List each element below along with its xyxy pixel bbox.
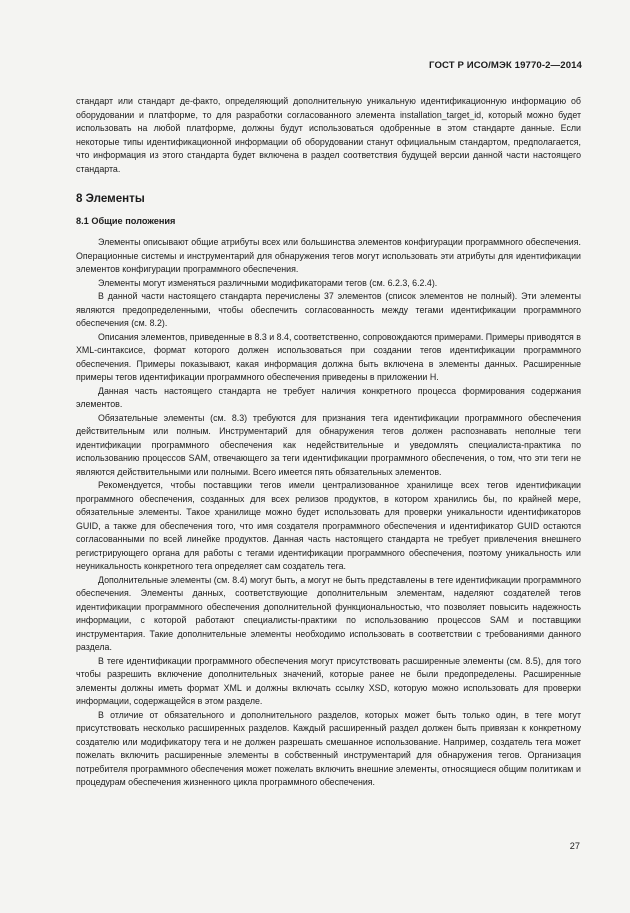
body-paragraph: В теге идентификации программного обеспечения могут присутствовать расширенные элементы (см. 8.5), для того чтобы разрешить включение дополнительных значений, которые ранее не были предопределены. Расширенные элементы должны иметь формат XML и должны включать ссылку XSD, которую можно использовать для проверки информации, содержащейся в этом разделе. [76,655,581,706]
body-paragraph: Рекомендуется, чтобы поставщики тегов имели централизованное хранилище всех тегов идентификации программного обеспечения, созданных для всех релизов продуктов, в котором хранились бы, по крайней мере, обязательные элементы. Такое хранилище можно будет использовать для проверки уникальности идентификаторов GUID, а также для обеспечения того, что имя создателя программного обеспечения и идентификатор GUID остаются согласованными по всей линейке продуктов. Данная часть настоящего стандарта не требует привлечения внешнего регистрирующего органа для работы с тегами идентификации программного обеспечения, поэтому уникальность или неуникальность конкретного тега определяет сам создатель тега. [76,480,581,571]
body-paragraph: Описания элементов, приведенные в 8.3 и 8.4, соответственно, сопровождаются примерами. Примеры приводятся в XML-синтаксисе, формат которого должен использоваться при создании тегов идентификации программного обеспечения. Примеры показывают, какая информация должна быть включена в элементы данных. Расширенные примеры тегов идентификации программного обеспечения приведены в приложении Н. [76,331,581,382]
document-body [76,95,581,790]
page-number: 27 [569,841,580,851]
document-header: ГОСТ Р ИСО/МЭК 19770-2—2014 [429,60,582,71]
body-paragraph: Дополнительные элементы (см. 8.4) могут быть, а могут не быть представлены в теге идентификации программного обеспечения. Элементы данных, соответствующие дополнительным элементам, наделяют создателей тегов идентификации программного обеспечения дополнительной функциональностью, что позволяет повысить надежность информации, с которой работают специалисты-практики по использованию процессов SAM и поставщики инструментария. Такие дополнительные элементы необходимо использовать в соответствии с требованиями данного раздела. [76,574,581,652]
subsection-title: 8.1 Общие положения [76,216,176,226]
intro-paragraph: стандарт или стандарт де-факто, определяющий дополнительную уникальную идентификационную информацию об оборудовании и платформе, то для разработки согласованного элемента installation_target_id, который можно будет использовать на любой платформе, должны будут использоваться одобренные в этом стандарте данные. Если некоторые типы идентификационной информации об оборудовании станут официальным стандартом, предполагается, что информация из этого стандарта будет включена в раздел соответствия будущей версии данной части настоящего стандарта. [76,96,581,174]
body-paragraph: Обязательные элементы (см. 8.3) требуются для признания тега идентификации программного обеспечения действительным или полным. Инструментарий для обнаружения тегов должен распознавать неполные теги идентификации программного обеспечения как недействительные и уведомлять специалиста-практика по использованию процессов SAM, отвечающего за теги идентификации программного обеспечения, о том, что эти теги не являются действительными или полными. Всего имеется пять обязательных элементов. [76,412,581,477]
body-paragraph: В отличие от обязательного и дополнительного разделов, которых может быть только один, в теге могут присутствовать несколько расширенных разделов. Каждый расширенный раздел должен быть привязан к конкретному создателю или модификатору тега и не должен разрешать смешанное использование. Например, создатель тега может пожелать включить расширенные элементы в собственный инструментарий для обнаружения тегов. Организация потребителя программного обеспечения может пожелать включить внешние элементы, относящиеся общим политикам и процедурам обеспечения жизненного цикла программного обеспечения. [76,709,581,787]
body-paragraph: Данная часть настоящего стандарта не требует наличия конкретного процесса формирования содержания элементов. [76,385,581,409]
section-title: 8 Элементы [76,192,145,205]
body-paragraph: Элементы описывают общие атрибуты всех или большинства элементов конфигурации программного обеспечения. Операционные системы и инструментарий для обнаружения тегов могут использовать эти атрибуты для идентификации элементов конфигурации программного обеспечения. [76,237,581,274]
body-paragraph: Элементы могут изменяться различными модификаторами тегов (см. 6.2.3, 6.2.4). [98,277,438,288]
body-paragraph: В данной части настоящего стандарта перечислены 37 элементов (список элементов не полный). Эти элементы являются предопределенными, чтобы обеспечить согласованность между тегами идентификации программного обеспечения (см. 8.2). [76,291,581,328]
